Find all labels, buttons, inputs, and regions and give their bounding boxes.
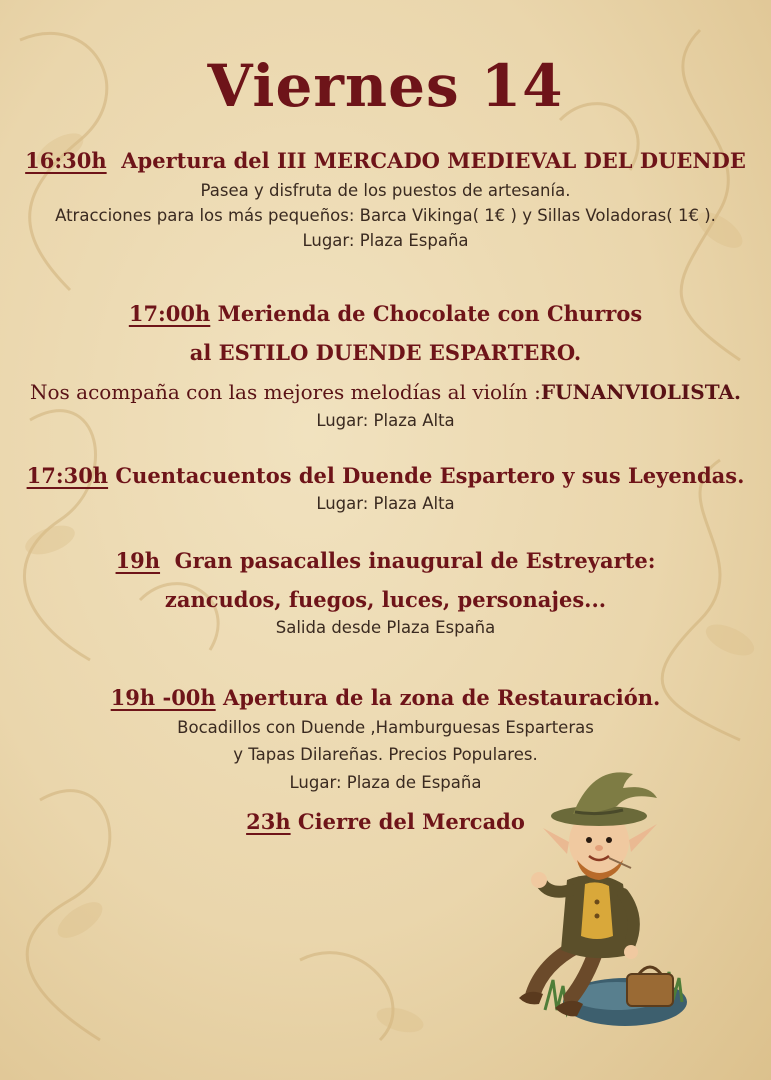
event-location: Lugar: Plaza de España	[289, 773, 482, 792]
accompaniment-artist: FUNANVIOLISTA.	[540, 380, 741, 404]
event-location: Lugar: Plaza Alta	[316, 494, 455, 513]
event-accompaniment	[0, 380, 771, 404]
event-description: Atracciones para los más pequeños: Barca Vikinga( 1€ ) y Sillas Voladoras( 1€ ).	[55, 206, 716, 225]
event-time: 23h	[246, 809, 291, 834]
event-title: Apertura del III MERCADO MEDIEVAL DEL DUENDE	[121, 148, 746, 173]
event-heading	[0, 301, 771, 326]
event-time: 19h -00h	[110, 685, 216, 710]
event-heading	[0, 548, 771, 573]
event-title: Cuentacuentos del Duende Espartero y sus Leyendas.	[115, 463, 745, 488]
event-location: Lugar: Plaza España	[302, 231, 469, 250]
event-title-continued: al ESTILO DUENDE ESPARTERO.	[189, 340, 582, 365]
event-heading	[0, 148, 771, 173]
event-description: Pasea y disfruta de los puestos de artesanía.	[200, 181, 571, 200]
accompaniment-text: Nos acompaña con las mejores melodías al violín :	[30, 380, 541, 404]
event-heading	[0, 463, 771, 488]
page-title: Viernes 14	[207, 52, 564, 120]
event-time: 19h	[115, 548, 161, 573]
event-title-continued: zancudos, fuegos, luces, personajes...	[164, 587, 607, 612]
event-title: Gran pasacalles inaugural de Estreyarte:	[174, 548, 656, 573]
event-time: 17:00h	[128, 301, 211, 326]
event-time: 17:30h	[26, 463, 109, 488]
event-description: y Tapas Dilareñas. Precios Populares.	[233, 745, 538, 764]
event-heading	[0, 685, 771, 710]
event-time: 16:30h	[25, 148, 107, 173]
event-title: Merienda de Chocolate con Churros	[217, 301, 643, 326]
event-location: Salida desde Plaza España	[275, 618, 496, 637]
event-title: Cierre del Mercado	[297, 809, 525, 834]
elf-sitting-on-rock-icon	[505, 770, 695, 1040]
event-title: Apertura de la zona de Restauración.	[223, 685, 661, 710]
event-location: Lugar: Plaza Alta	[316, 411, 455, 430]
event-description: Bocadillos con Duende ,Hamburguesas Esparteras	[177, 718, 594, 737]
